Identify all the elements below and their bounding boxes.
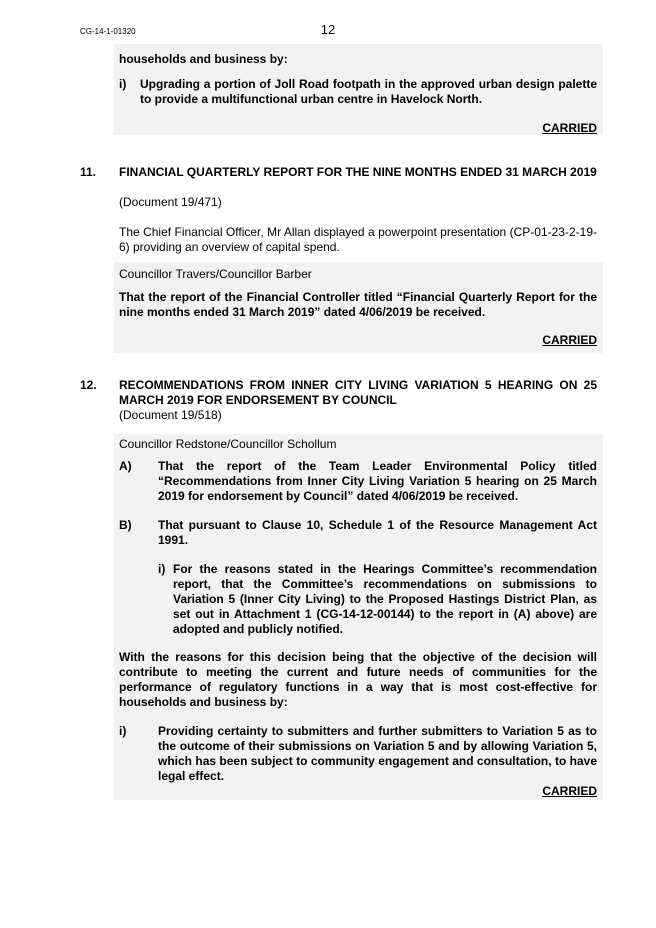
item-12-a-text: That the report of the Team Leader Environmental Policy titled “Recommendations from Inner City Living Variation 5 hearing on 25 March 2019 for endorsement by Council” dated 4/06/2019 be received. [158, 459, 597, 503]
item-11-document: (Document 19/471) [119, 195, 222, 209]
item-12-title: RECOMMENDATIONS FROM INNER CITY LIVING VARIATION 5 HEARING ON 25 MARCH 2019 FOR ENDORSEMENT BY COUNCIL [119, 378, 597, 407]
item-12-a-label: A) [119, 459, 132, 473]
item-12-b-i-text: For the reasons stated in the Hearings Committee’s recommendation report, that the Committee’s recommendations on submissions to Variation 5 (Inner City Living) to the Proposed Hastings District Plan, as set out in Attachment 1 (CG-14-12-00144) to the report in (A) above) are adopted and publicly notified. [173, 562, 597, 636]
carried-item-11: CARRIED [542, 333, 597, 347]
document-id: CG-14-1-01320 [80, 27, 136, 36]
carried-item-12: CARRIED [542, 784, 597, 798]
item-11-movers: Councillor Travers/Councillor Barber [119, 267, 312, 281]
item-12-document: (Document 19/518) [119, 408, 222, 422]
item-11-number: 11. [80, 165, 97, 179]
carried-top: CARRIED [542, 121, 597, 135]
item-12-number: 12. [80, 378, 97, 392]
intro-tail: households and business by: [119, 52, 288, 66]
item-12-b-text: That pursuant to Clause 10, Schedule 1 of the Resource Management Act 1991. [158, 518, 597, 547]
item-11-resolution: That the report of the Financial Controller titled “Financial Quarterly Report for the nine months ended 31 March 2019” dated 4/06/2019 be received. [119, 290, 597, 319]
page-number: 12 [320, 22, 336, 37]
item-12-movers: Councillor Redstone/Councillor Schollum [119, 437, 337, 451]
item-12-reasons: With the reasons for this decision being that the objective of the decision will contribute to meeting the current and future needs of communities for the performance of regulatory functions in a way that is most cost-effective for households and business by: [119, 650, 597, 709]
item-i-label: i) [119, 77, 127, 91]
item-i-text: Upgrading a portion of Joll Road footpath in the approved urban design palette to provide a multifunctional urban centre in Havelock North. [140, 77, 597, 106]
item-11-paragraph: The Chief Financial Officer, Mr Allan displayed a powerpoint presentation (CP-01-23-2-19-6) providing an overview of capital spend. [119, 225, 597, 254]
item-11-title: FINANCIAL QUARTERLY REPORT FOR THE NINE MONTHS ENDED 31 MARCH 2019 [119, 165, 597, 179]
item-12-reasons-i-label: i) [119, 724, 127, 738]
item-12-b-i-label: i) [158, 562, 166, 576]
item-12-reasons-i-text: Providing certainty to submitters and further submitters to Variation 5 as to the outcome of their submissions on Variation 5 and by allowing Variation 5, which has been subject to community engagement and consultation, to have legal effect. [158, 724, 597, 783]
item-12-b-label: B) [119, 518, 132, 532]
